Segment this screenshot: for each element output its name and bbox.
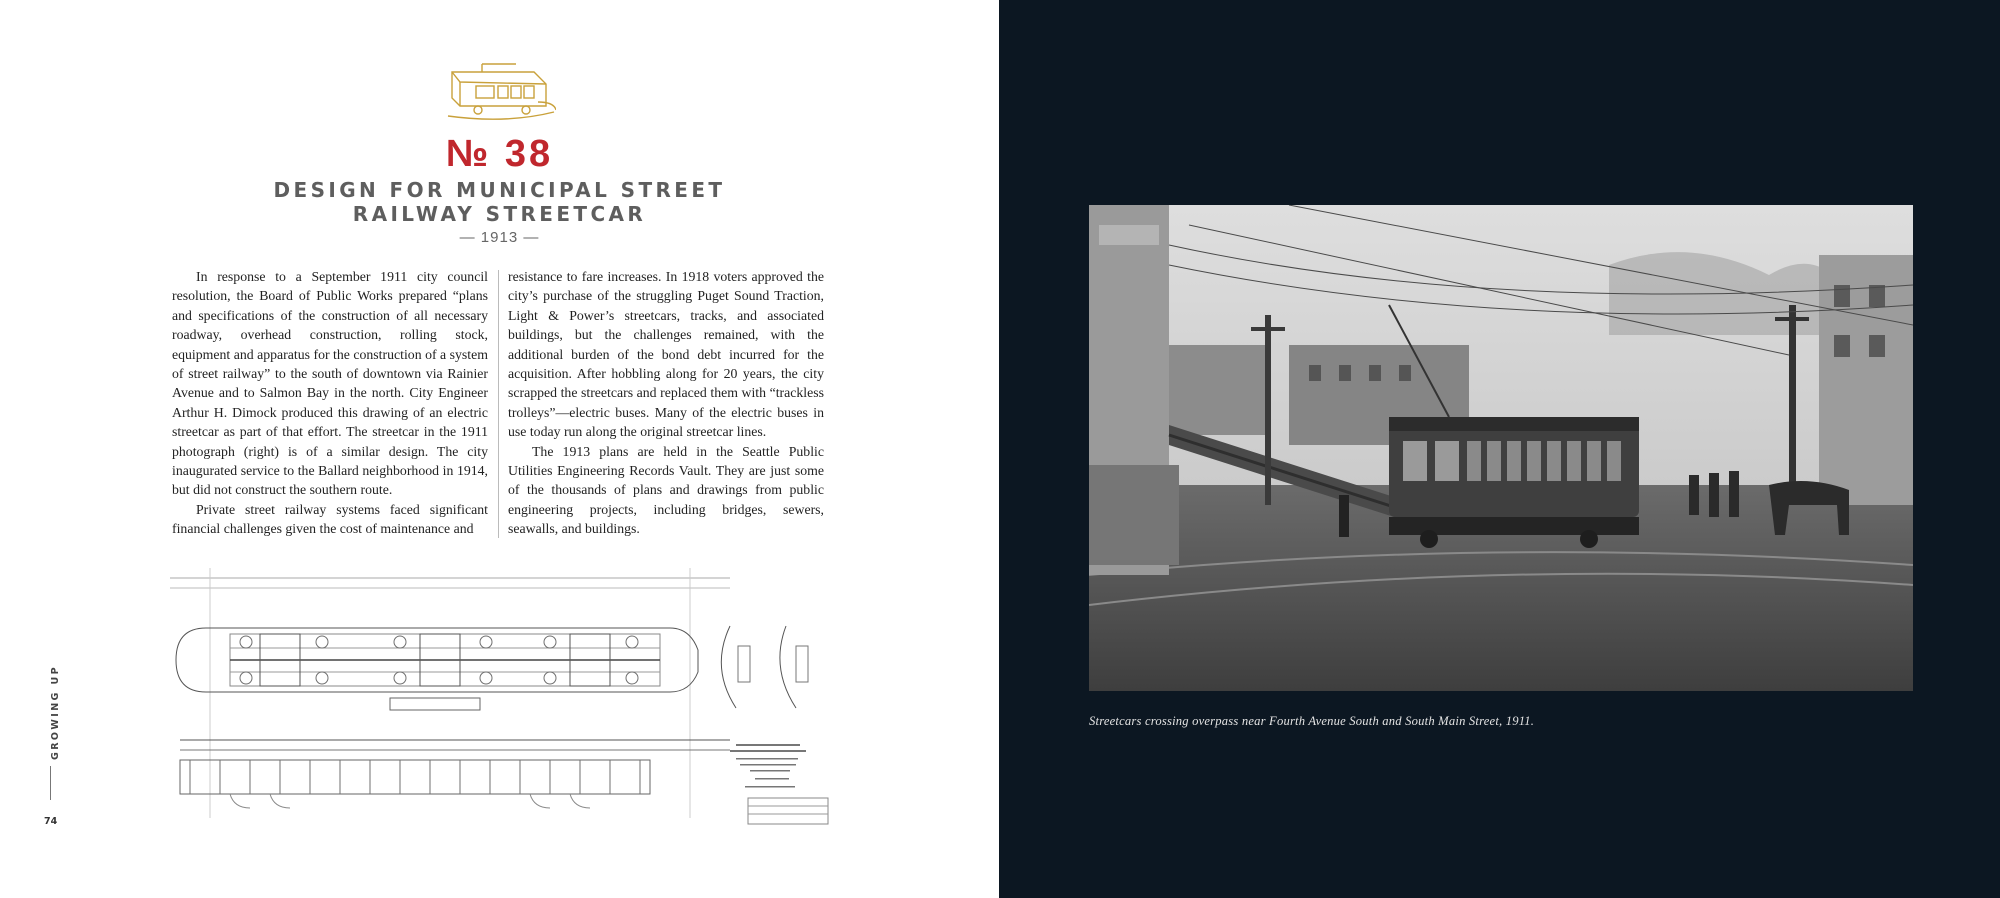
- entry-number: № 38: [445, 133, 554, 175]
- year-label: — 1913 —: [459, 229, 540, 246]
- page-title: [0, 178, 999, 226]
- streetcar-icon: [446, 62, 556, 124]
- page-title-line-1: DESIGN FOR MUNICIPAL STREET: [273, 178, 726, 202]
- photo-caption: Streetcars crossing overpass near Fourth Avenue South and South Main Street, 1911.: [1089, 714, 1535, 728]
- section-label: GROWING UP: [50, 665, 61, 760]
- streetcar-engineering-drawing: [170, 568, 832, 828]
- body-paragraph: resistance to fare increases. In 1918 voters approved the city’s purchase of the struggling Puget Sound Traction, Light & Power’s streetcars, tracks, and associated buildings, but the challenges remained, with the additional burden of the bond debt incurred for the acquisition. After hobbling along for 20 years, the city scrapped the streetcars and replaced them with “trackless trolleys”—electric buses. Many of the electric buses in use today run along the original streetcar lines.: [508, 269, 824, 440]
- page-title-line-2: RAILWAY STREETCAR: [352, 202, 647, 226]
- body-column-2: [508, 267, 824, 539]
- body-column-1: [172, 267, 488, 539]
- left-page: [0, 0, 999, 898]
- historic-streetcar-photograph: [1089, 205, 1913, 691]
- body-paragraph: The 1913 plans are held in the Seattle Public Utilities Engineering Records Vault. They are just some of the thousands of plans and drawings from public engineering projects, including bridges, sewers, seawalls, and buildings.: [508, 443, 824, 537]
- column-divider: [498, 270, 499, 538]
- section-divider: [50, 766, 51, 800]
- body-paragraph: In response to a September 1911 city council resolution, the Board of Public Works prepared “plans and specifications of the construction of all necessary roadway, overhead construction, rolling stock, equipment and apparatus for the construction of a system of street railway” to the south of downtown via Rainier Avenue and to Salmon Bay in the north. City Engineer Arthur H. Dimock produced this drawing of an electric streetcar as part of that effort. The streetcar in the 1911 photograph (right) is of a similar design. The city inaugurated service to the Ballard neighborhood in 1914, but did not construct the southern route.: [172, 269, 488, 498]
- page-number: 74: [44, 816, 58, 827]
- body-paragraph: Private street railway systems faced significant financial challenges given the cost of maintenance and: [172, 501, 488, 537]
